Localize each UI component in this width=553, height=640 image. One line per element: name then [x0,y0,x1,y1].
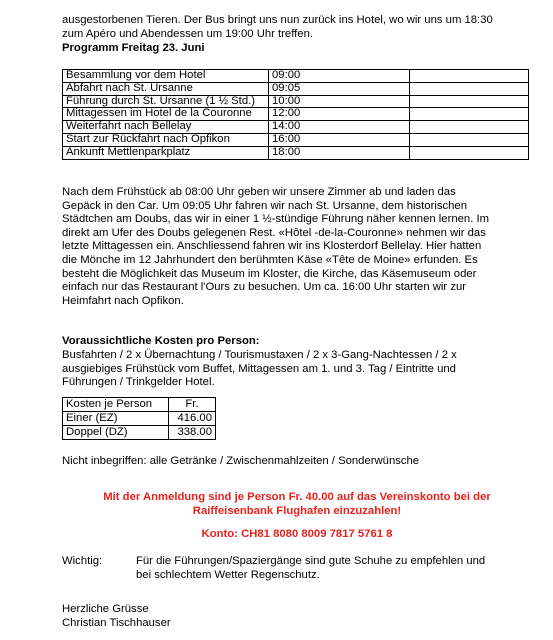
notice-line-1: Für die Führungen/Spaziergänge sind gute Schuhe zu empfehlen und [136,555,486,567]
payment-line-1: Mit der Anmeldung sind je Person Fr. 40.00 auf das Vereinskonto bei der [103,491,491,503]
table-row [63,412,216,426]
description-line: Heimfahrt nach Opfikon. [62,294,184,307]
schedule-item: Abfahrt nach St. Ursanne [63,82,269,95]
payment-account: Konto: CH81 8080 8009 7817 5761 8 [201,528,393,540]
costs-heading: Voraussichtliche Kosten pro Person: [62,335,260,347]
table-row [63,95,529,108]
schedule-empty-cell [410,82,529,95]
payment-notice [62,491,532,518]
costs-line: Busfahrten / 2 x Übernachtung / Tourismustaxen / 2 x 3-Gang-Nachtessen / 2 x [62,349,457,361]
table-row [63,82,529,95]
costs-description [62,349,457,390]
costs-line: Führungen / Trinkgelder Hotel. [62,376,215,389]
schedule-time: 12:00 [269,108,410,121]
description-line: Nach dem Frühstück ab 08:00 Uhr geben wir unsere Zimmer ab und laden das [62,186,456,198]
costs-row-label: Doppel (DZ) [63,426,169,440]
costs-row-value: 338.00 [169,426,216,440]
costs-line: ausgiebiges Frühstück vom Buffet, Mittagessen am 1. und 3. Tag / Eintritte und [62,362,456,375]
description-paragraph [62,186,489,308]
description-line: einfach nur das Restaurant l'Ours zu besuchen. Um ca. 16:00 Uhr starten wir zur [62,281,467,294]
schedule-time: 14:00 [269,121,410,134]
schedule-item: Mittagessen im Hotel de la Couronne [63,108,269,121]
table-row [63,133,529,146]
description-line: Gepäck in den Car. Um 09:05 Uhr fahren wir nach St. Ursanne, dem historischen [62,199,467,212]
schedule-time: 09:00 [269,70,410,83]
costs-header-currency: Fr. [169,398,216,412]
closing-greeting: Herzliche Grüsse [62,603,149,615]
schedule-time: 18:00 [269,146,410,159]
intro-line-2: zum Apéro und Abendessen um 19:00 Uhr treffen. [62,28,313,40]
description-line: die Mönche im 12 Jahrhundert den berühmten Käse «Tête de Moine» erfunden. Es [62,253,478,266]
costs-table [62,397,216,440]
payment-line-2: Raiffeisenbank Flughafen einzuzahlen! [192,504,402,517]
description-line: letzte Mittagessen ein. Anschliessend fahren wir ins Klosterdorf Bellelay. Hier hatten [62,240,482,253]
schedule-time: 16:00 [269,133,410,146]
schedule-item: Start zur Rückfahrt nach Opfikon [63,133,269,146]
table-row [63,70,529,83]
schedule-empty-cell [410,108,529,121]
intro-line-1: ausgestorbenen Tieren. Der Bus bringt uns nun zurück ins Hotel, wo wir uns um 18:30 [62,14,493,26]
schedule-time: 10:00 [269,95,410,108]
schedule-item: Führung durch St. Ursanne (1 ½ Std.) [63,95,269,108]
schedule-time: 09:05 [269,82,410,95]
notice-text [136,555,485,582]
schedule-empty-cell [410,133,529,146]
schedule-empty-cell [410,146,529,159]
table-row [63,426,216,440]
costs-row-label: Einer (EZ) [63,412,169,426]
table-header-row [63,398,216,412]
program-heading: Programm Freitag 23. Juni [62,42,205,54]
schedule-empty-cell [410,121,529,134]
schedule-table [62,69,529,160]
schedule-item: Besammlung vor dem Hotel [63,70,269,83]
schedule-item: Ankunft Mettlenparkplatz [63,146,269,159]
notice-label: Wichtig: [62,555,103,567]
schedule-item: Weiterfahrt nach Bellelay [63,121,269,134]
table-row [63,108,529,121]
schedule-empty-cell [410,95,529,108]
notice-line-2: bei schlechtem Wetter Regenschutz. [136,568,320,581]
description-line: besteht die Möglichkeit das Museum im Kloster, die Kirche, das Käsemuseum oder [62,267,477,280]
exclusions-text: Nicht inbegriffen: alle Getränke / Zwischenmahlzeiten / Sonderwünsche [62,455,420,467]
costs-row-value: 416.00 [169,412,216,426]
description-line: direkt am Ufer des Doubs gelegenen Rest. «Hôtel -de-la-Couronne» nehmen wir das [62,226,486,239]
schedule-empty-cell [410,70,529,83]
table-row [63,121,529,134]
closing-name: Christian Tischhauser [62,617,171,629]
costs-header-label: Kosten je Person [63,398,169,412]
table-row [63,146,529,159]
description-line: Städtchen am Doubs, das wir in einer 1 ½-stündige Führung näher kennen lernen. Im [62,213,490,226]
